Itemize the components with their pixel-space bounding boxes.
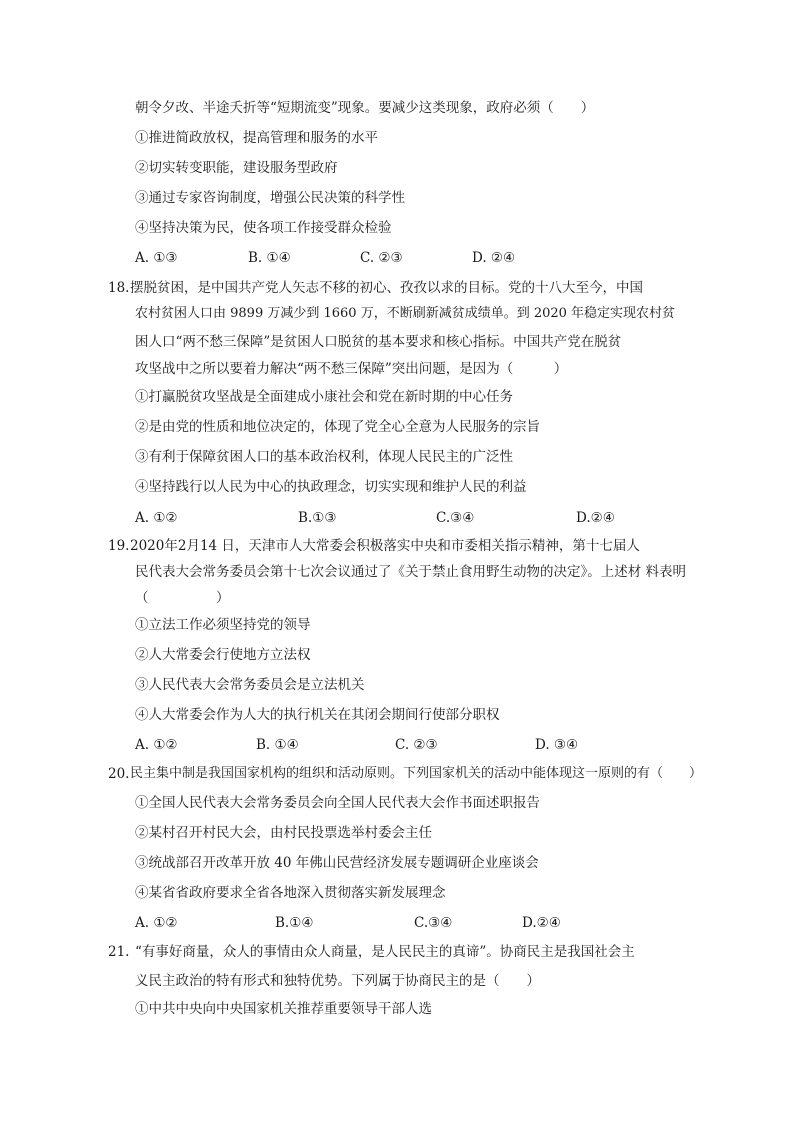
- q17-statement-3: ③通过专家咨询制度，增强公民决策的科学性: [135, 190, 405, 206]
- q18-option-c: C.③④: [436, 510, 475, 526]
- q18-statement-1: ①打赢脱贫攻坚战是全面建成小康社会和党在新时期的中心任务: [135, 389, 513, 405]
- q19-statement-1: ①立法工作必须坚持党的领导: [135, 617, 311, 633]
- q18-statement-3: ③有利于保障贫困人口的基本政治权利，体现人民民主的广泛性: [135, 449, 513, 465]
- q17-stem-line-1: 朝令夕改、半途夭折等“短期流变”现象。要减少这类现象，政府必须（ ）: [135, 100, 595, 116]
- q19-option-c: C. ②③: [395, 737, 438, 753]
- q17-statement-4: ④坚持决策为民，使各项工作接受群众检验: [135, 220, 392, 236]
- q19-stem-line-1: 2020年2月14 日，天津市人大常委会积极落实中央和市委相关指示精神，第十七届人: [130, 538, 640, 554]
- q17-option-a: A. ①③: [135, 250, 178, 266]
- q21-stem-line-2: 义民主政治的特有形式和独特优势。下列属于协商民主的是（ ）: [135, 973, 540, 989]
- q18-stem-line-4: 攻坚战中之所以要着力解决“两不愁三保障”突出问题，是因为（ ）: [135, 361, 568, 377]
- q19-stem-line-3: （ ）: [135, 590, 230, 606]
- q18-number: 18.: [108, 280, 130, 296]
- q18-option-a: A. ①②: [135, 510, 178, 526]
- q20-statement-4: ④某省省政府要求全省各地深入贯彻落实新发展理念: [135, 885, 446, 901]
- q18-stem-line-2: 农村贫困人口由 9899 万减少到 1660 万，不断刷新减贫成绩单。到 2020 年稳定实现农村贫: [135, 306, 676, 321]
- q20-number: 20.: [108, 766, 130, 782]
- q20-stem-line-1: 民主集中制是我国国家机构的组织和活动原则。下列国家机关的活动中能体现这一原则的有（ ）: [130, 766, 703, 781]
- q18-statement-2: ②是由党的性质和地位决定的，体现了党全心全意为人民服务的宗旨: [135, 419, 540, 435]
- q19-option-d: D. ③④: [535, 737, 579, 753]
- q18-statement-4: ④坚持践行以人民为中心的执政理念，切实实现和维护人民的利益: [135, 479, 527, 495]
- q21-statement-1: ①中共中央向中央国家机关推荐重要领导干部人选: [135, 1001, 432, 1017]
- q18-stem-line-3: 困人口“两不愁三保障”是贫困人口脱贫的基本要求和核心指标。中国共产党在脱贫: [135, 334, 622, 350]
- q17-option-b: B. ①④: [248, 250, 291, 266]
- q20-option-c: C.③④: [414, 915, 453, 931]
- q17-statement-1: ①推进简政放权，提高管理和服务的水平: [135, 130, 378, 146]
- q19-statement-3: ③人民代表大会常务委员会是立法机关: [135, 677, 365, 693]
- q19-option-a: A. ①②: [135, 737, 178, 753]
- q21-stem-line-1: “有事好商量，众人的事情由众人商量，是人民民主的真谛”。协商民主是我国社会主: [135, 944, 635, 960]
- q17-option-d: D. ②④: [472, 250, 516, 266]
- q21-number: 21.: [108, 944, 130, 960]
- q20-statement-2: ②某村召开村民大会，由村民投票选举村委会主任: [135, 825, 432, 841]
- q19-statement-4: ④人大常委会作为人大的执行机关在其闭会期间行使部分职权: [135, 707, 500, 723]
- q19-number: 19.: [108, 538, 130, 554]
- q20-statement-3: ③统战部召开改革开放 40 年佛山民营经济发展专题调研企业座谈会: [135, 855, 539, 871]
- q20-option-d: D.②④: [522, 915, 561, 931]
- q18-option-b: B.①③: [298, 510, 337, 526]
- q18-stem-line-1: 摆脱贫困，是中国共产党人矢志不移的初心、孜孜以求的目标。党的十八大至今，中国: [130, 280, 643, 296]
- q19-option-b: B. ①④: [256, 737, 299, 753]
- q20-option-b: B.①④: [275, 915, 314, 931]
- q20-option-a: A. ①②: [135, 915, 178, 931]
- q18-option-d: D.②④: [576, 510, 615, 526]
- q19-statement-2: ②人大常委会行使地方立法权: [135, 647, 311, 663]
- q17-statement-2: ②切实转变职能，建设服务型政府: [135, 160, 338, 176]
- q17-option-c: C. ②③: [360, 250, 403, 266]
- q19-stem-line-2: 民代表大会常务委员会第十七次会议通过了《关于禁止食用野生动物的决定》。上述材 料表明: [135, 564, 687, 580]
- q20-statement-1: ①全国人民代表大会常务委员会向全国人民代表大会作书面述职报告: [135, 795, 540, 811]
